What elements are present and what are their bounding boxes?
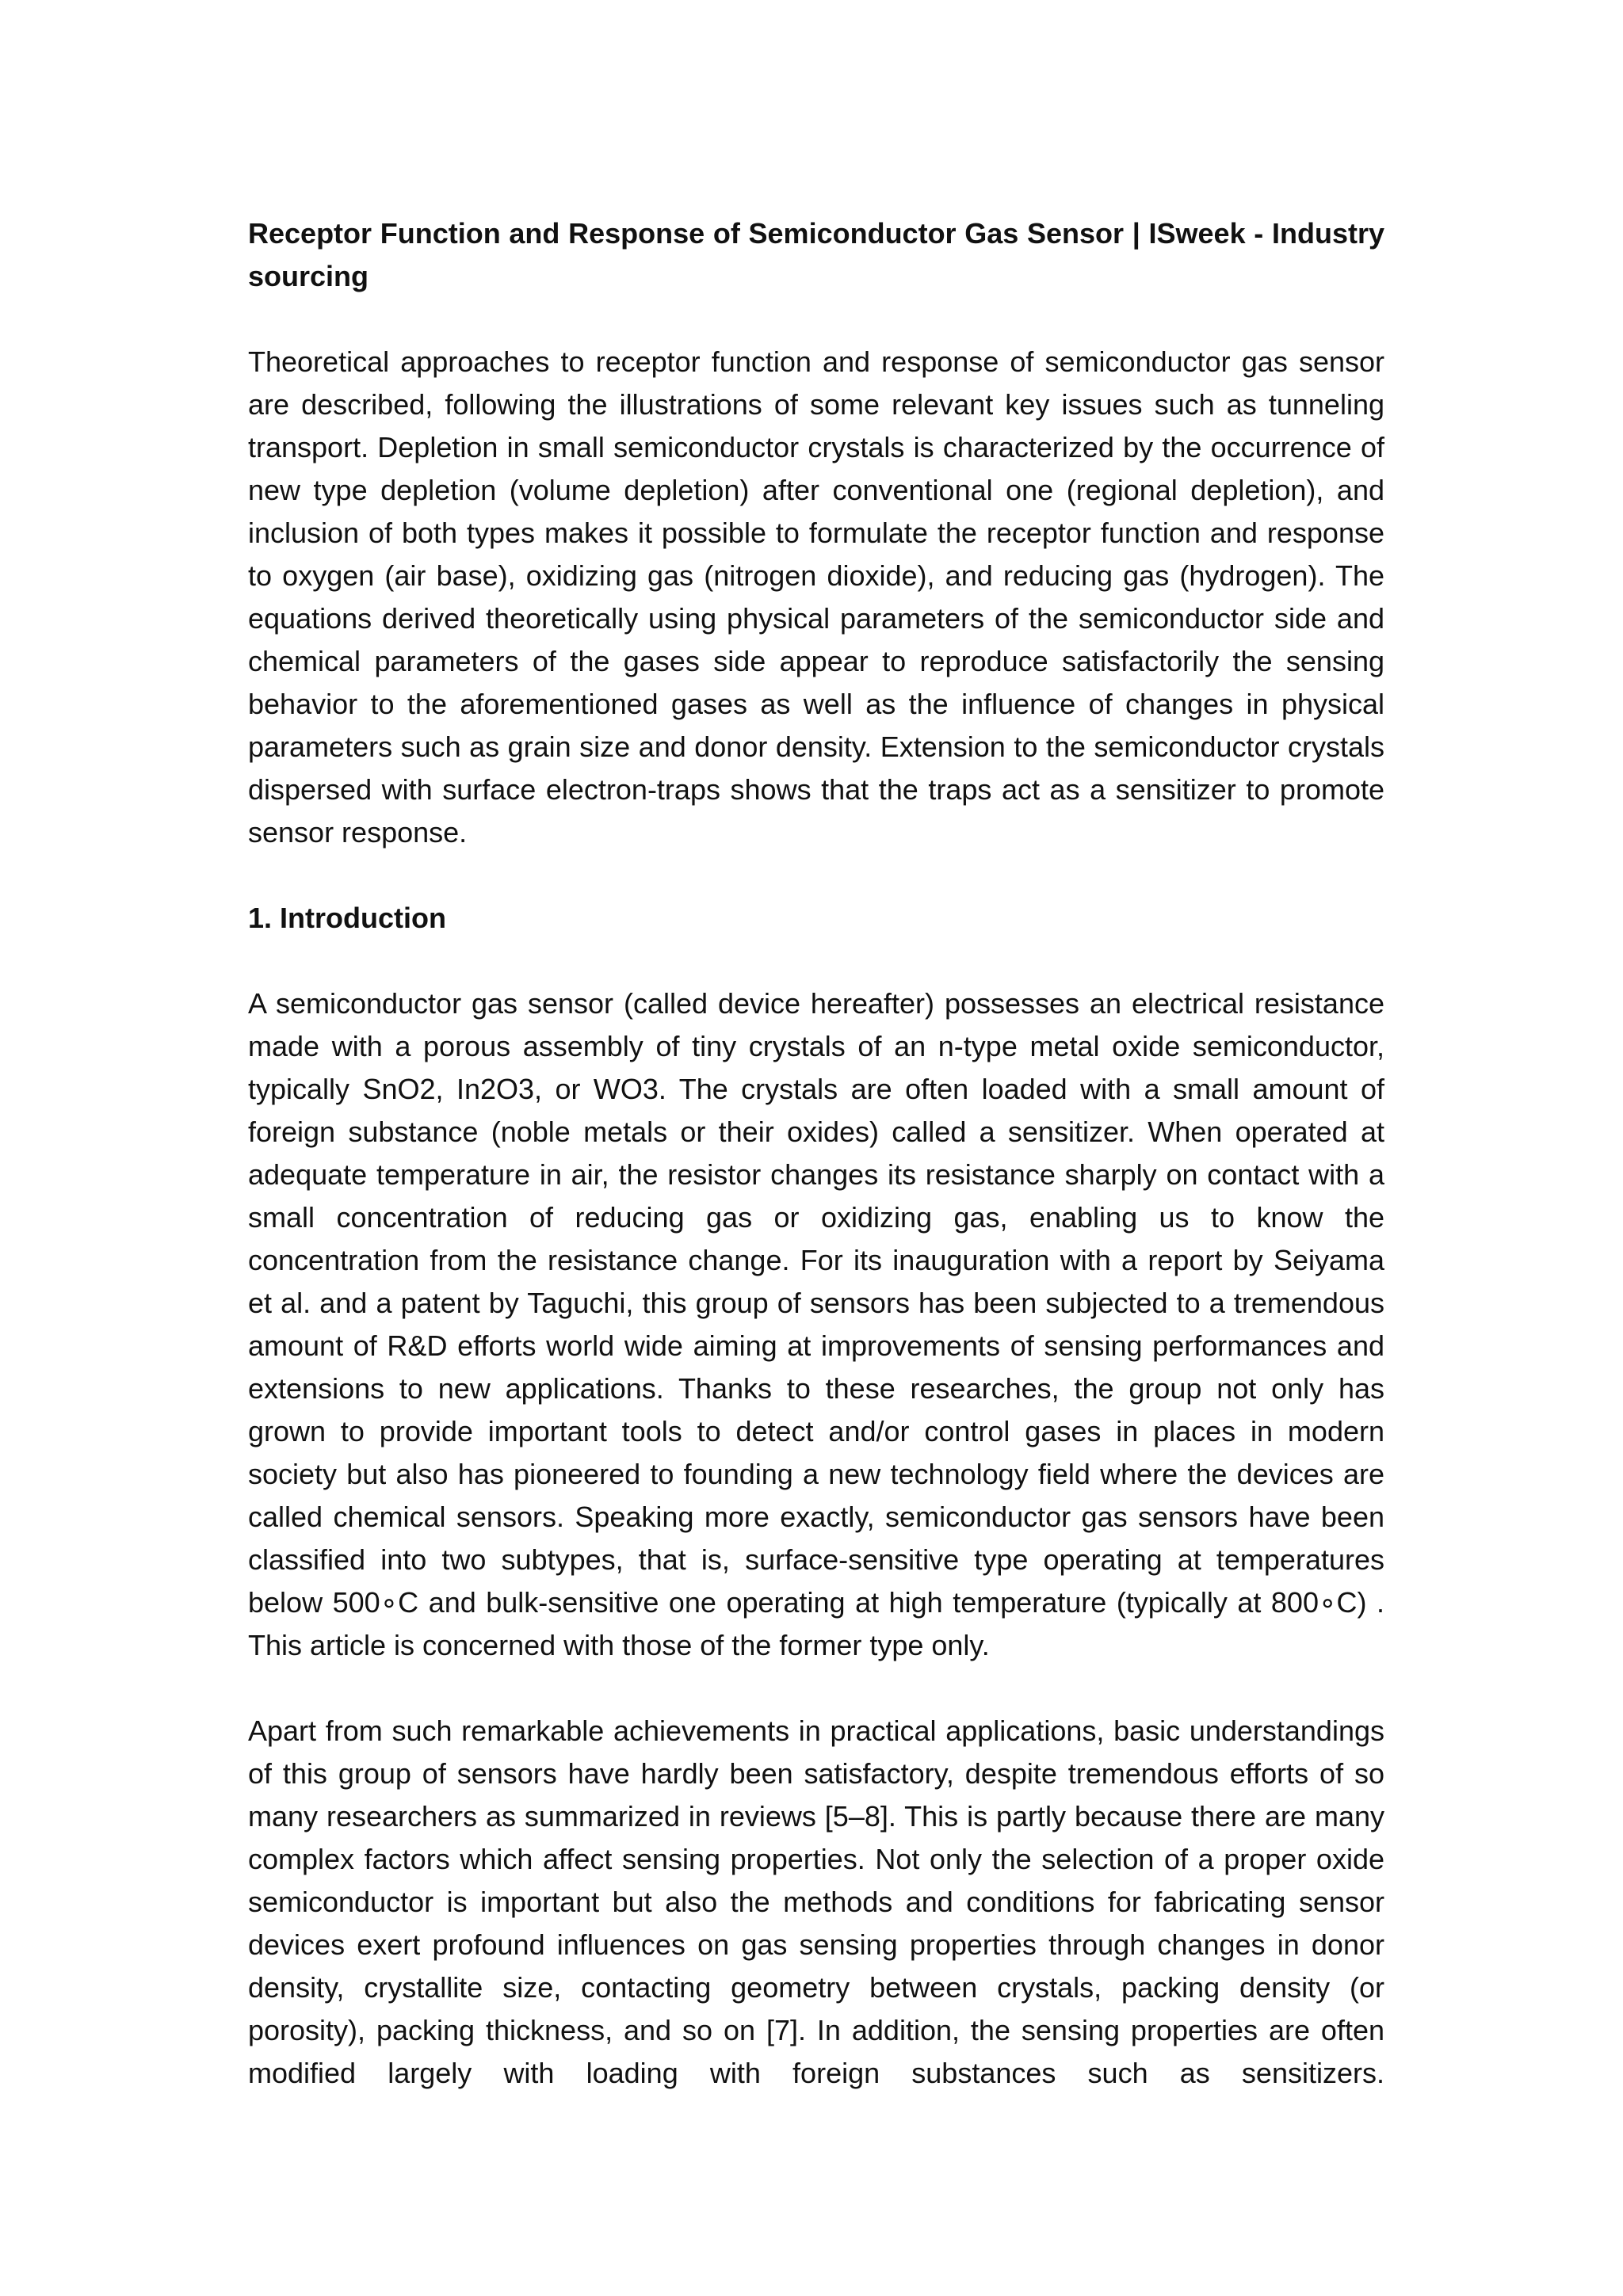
section-heading: 1. Introduction [248,902,446,934]
intro-paragraph-1: A semiconductor gas sensor (called device hereafter) possesses an electrical resistance made with a porous assembly of tiny crystals of an n-type metal oxide semiconductor, typically SnO2, In2O3, or WO3. The crystals are often loaded with a small amount of foreign substance (noble metals or their oxides) called a sensitizer. When operated at adequate temperature in air, the resistor changes its resistance sharply on contact with a small concentration of reducing gas or oxidizing gas, enabling us to know the concentration from the resistance change. For its inauguration with a report by Seiyama et al. and a patent by Taguchi, this group of sensors has been subjected to a tremendous amount of R&D efforts world wide aiming at improvements of sensing performances and extensions to new applications. Thanks to these researches, the group not only has grown to provide important tools to detect and/or control gases in places in modern society but also has pioneered to founding a new technology field where the devices are called chemical sensors. Speaking more exactly, semiconductor gas sensors have been classified into two subtypes, that is, surface-sensitive type operating at temperatures below 500∘C and bulk-sensitive one operating at high temperature (typically at 800∘C) . This article is concerned with those of the former type only. [248,987,1384,1661]
intro-paragraph-2: Apart from such remarkable achievements in practical applications, basic understandings of this group of sensors have hardly been satisfactory, despite tremendous efforts of so many researchers as summarized in reviews [5–8]. This is partly because there are many complex factors which affect sensing properties. Not only the selection of a proper oxide semiconductor is important but also the methods and conditions for fabricating sensor devices exert profound influences on gas sensing properties through changes in donor density, crystallite size, contacting geometry between crystals, packing density (or porosity), packing thickness, and so on [7]. In addition, the sensing properties are often modified largely with loading with foreign substances such as sensitizers. [248,1714,1384,2089]
abstract-paragraph: Theoretical approaches to receptor function and response of semiconductor gas sensor are described, following the illustrations of some relevant key issues such as tunneling transport. Depletion in small semiconductor crystals is characterized by the occurrence of new type depletion (volume depletion) after conventional one (regional depletion), and inclusion of both types makes it possible to formulate the receptor function and response to oxygen (air base), oxidizing gas (nitrogen dioxide), and reducing gas (hydrogen). The equations derived theoretically using physical parameters of the semiconductor side and chemical parameters of the gases side appear to reproduce satisfactorily the sensing behavior to the aforementioned gases as well as the influence of changes in physical parameters such as grain size and donor density. Extension to the semiconductor crystals dispersed with surface electron-traps shows that the traps act as a sensitizer to promote sensor response. [248,345,1384,849]
document-title: Receptor Function and Response of Semiconductor Gas Sensor | ISweek - Industry sourcing [248,217,1384,292]
document-page [248,212,1384,2095]
